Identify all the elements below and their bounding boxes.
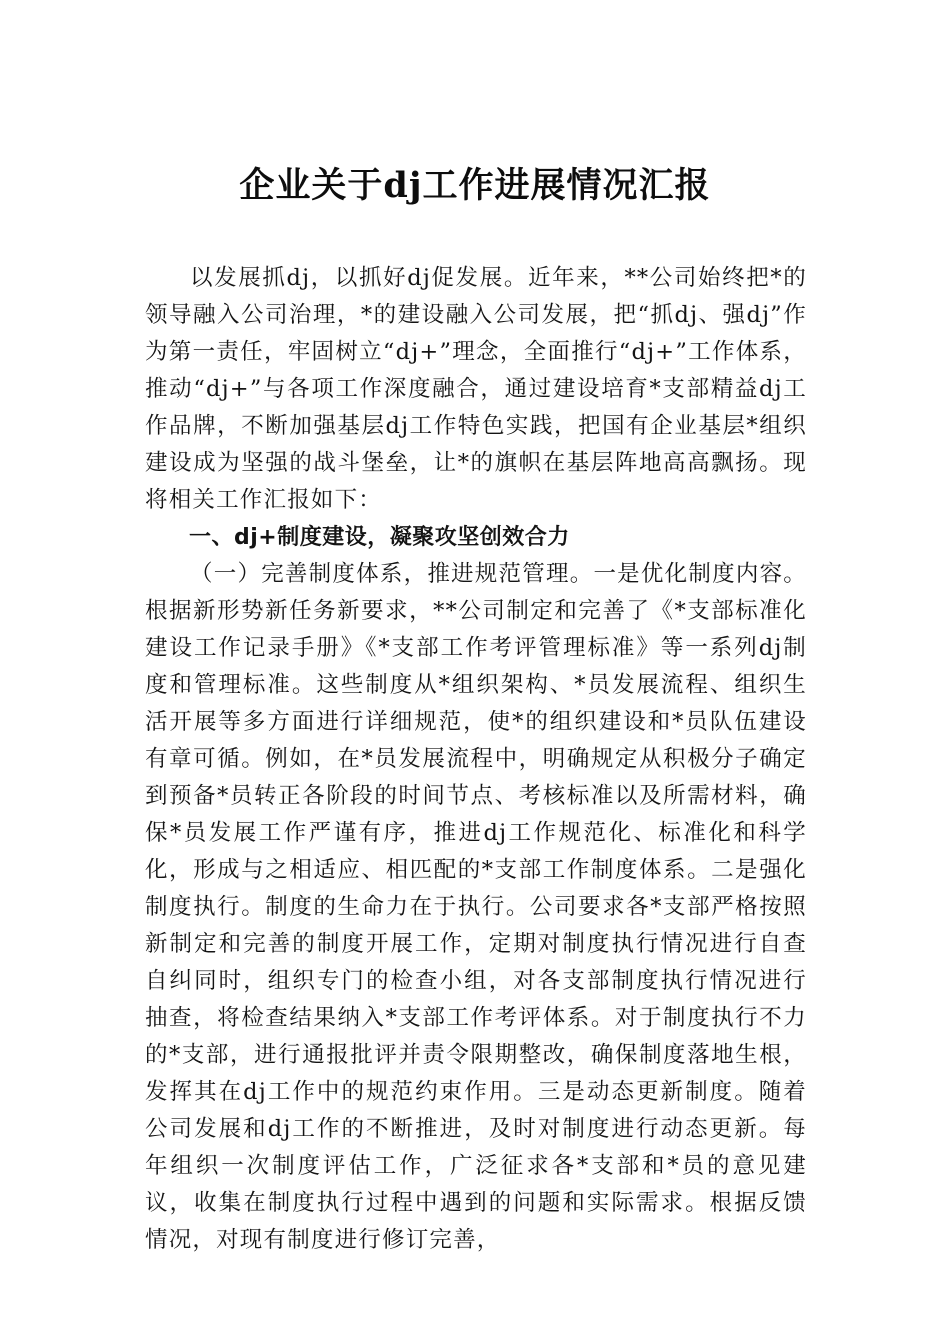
intro-paragraph: 以发展抓dj，以抓好dj促发展。近年来，**公司始终把*的领导融入公司治理，*的建设融入公司发展，把“抓dj、强dj”作为第一责任，牢固树立“dj+”理念，全面推行“dj+”工作体系，推动“dj+”与各项工作深度融合，通过建设培育*支部精益dj工作品牌，不断加强基层dj工作特色实践，把国有企业基层*组织建设成为坚强的战斗堡垒，让*的旗帜在基层阵地高高飘扬。现将相关工作汇报如下： (145, 265, 807, 513)
section-heading: 一、dj+制度建设，凝聚攻坚创效合力 (189, 525, 570, 550)
document-body (145, 260, 807, 1259)
section-paragraph: （一）完善制度体系，推进规范管理。一是优化制度内容。根据新形势新任务新要求，**公司制定和完善了《*支部标准化建设工作记录手册》《*支部工作考评管理标准》等一系列dj制度和管理标准。这些制度从*组织架构、*员发展流程、组织生活开展等多方面进行详细规范，使*的组织建设和*员队伍建设有章可循。例如，在*员发展流程中，明确规定从积极分子确定到预备*员转正各阶段的时间节点、考核标准以及所需材料，确保*员发展工作严谨有序，推进dj工作规范化、标准化和科学化，形成与之相适应、相匹配的*支部工作制度体系。二是强化制度执行。制度的生命力在于执行。公司要求各*支部严格按照新制定和完善的制度开展工作，定期对制度执行情况进行自查自纠同时，组织专门的检查小组，对各支部制度执行情况进行抽查，将检查结果纳入*支部工作考评体系。对于制度执行不力的*支部，进行通报批评并责令限期整改，确保制度落地生根，发挥其在dj工作中的规范约束作用。三是动态更新制度。随着公司发展和dj工作的不断推进，及时对制度进行动态更新。每年组织一次制度评估工作，广泛征求各*支部和*员的意见建议，收集在制度执行过程中遇到的问题和实际需求。根据反馈情况，对现有制度进行修订完善， (145, 561, 807, 1253)
document-title: 企业关于dj工作进展情况汇报 (239, 165, 711, 206)
